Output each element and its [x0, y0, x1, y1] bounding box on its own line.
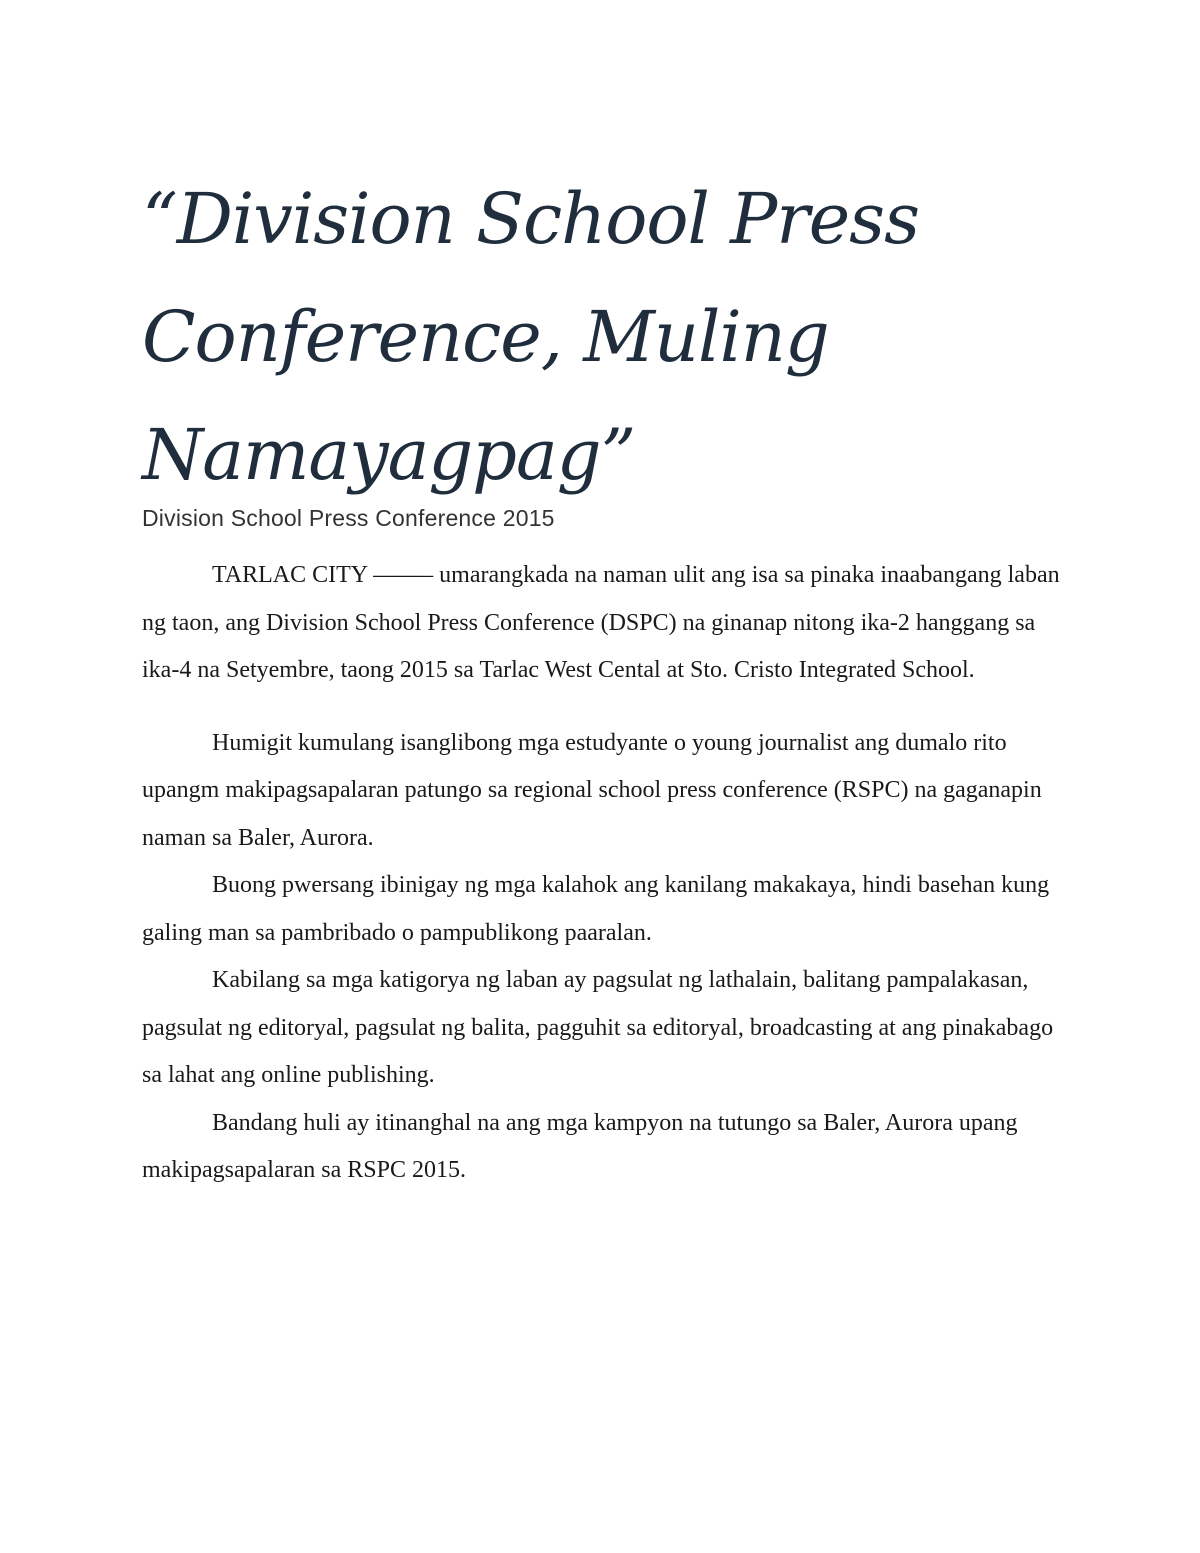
article — [142, 160, 1062, 1195]
paragraph-2: Humigit kumulang isanglibong mga estudyante o young journalist ang dumalo rito upangm makipagsapalaran patungo sa regional school press conference (RSPC) na gaganapin naman sa Baler, Aurora. — [142, 729, 1042, 851]
paragraph-3: Buong pwersang ibinigay ng mga kalahok ang kanilang makakaya, hindi basehan kung galing man sa pambribado o pampublikong paaralan. — [142, 872, 1050, 946]
paragraph-4: Kabilang sa mga katigorya ng laban ay pagsulat ng lathalain, balitang pampalakasan, pagsulat ng editoryal, pagsulat ng balita, pagguhit sa editoryal, broadcasting at ang pinakabago sa lahat ang online publishing. — [142, 967, 1054, 1088]
paragraph-1: TARLAC CITY ——– umarangkada na naman ulit ang isa sa pinaka inaabangang laban ng taon, ang Division School Press Conference (DSPC) na ginanap nitong ika-2 hanggang sa ika-4 na Setyembre, taong 2015 sa Tarlac West Cental at Sto. Cristo Integrated School. — [142, 562, 1060, 683]
article-subtitle: Division School Press Conference 2015 — [142, 505, 555, 531]
article-headline: “Division School Press Conference, Muling Namayagpag” — [142, 178, 920, 496]
article-body — [142, 552, 1062, 1195]
paragraph-5: Bandang huli ay itinanghal na ang mga kampyon na tutungo sa Baler, Aurora upang makipagsapalaran sa RSPC 2015. — [142, 1109, 1018, 1183]
